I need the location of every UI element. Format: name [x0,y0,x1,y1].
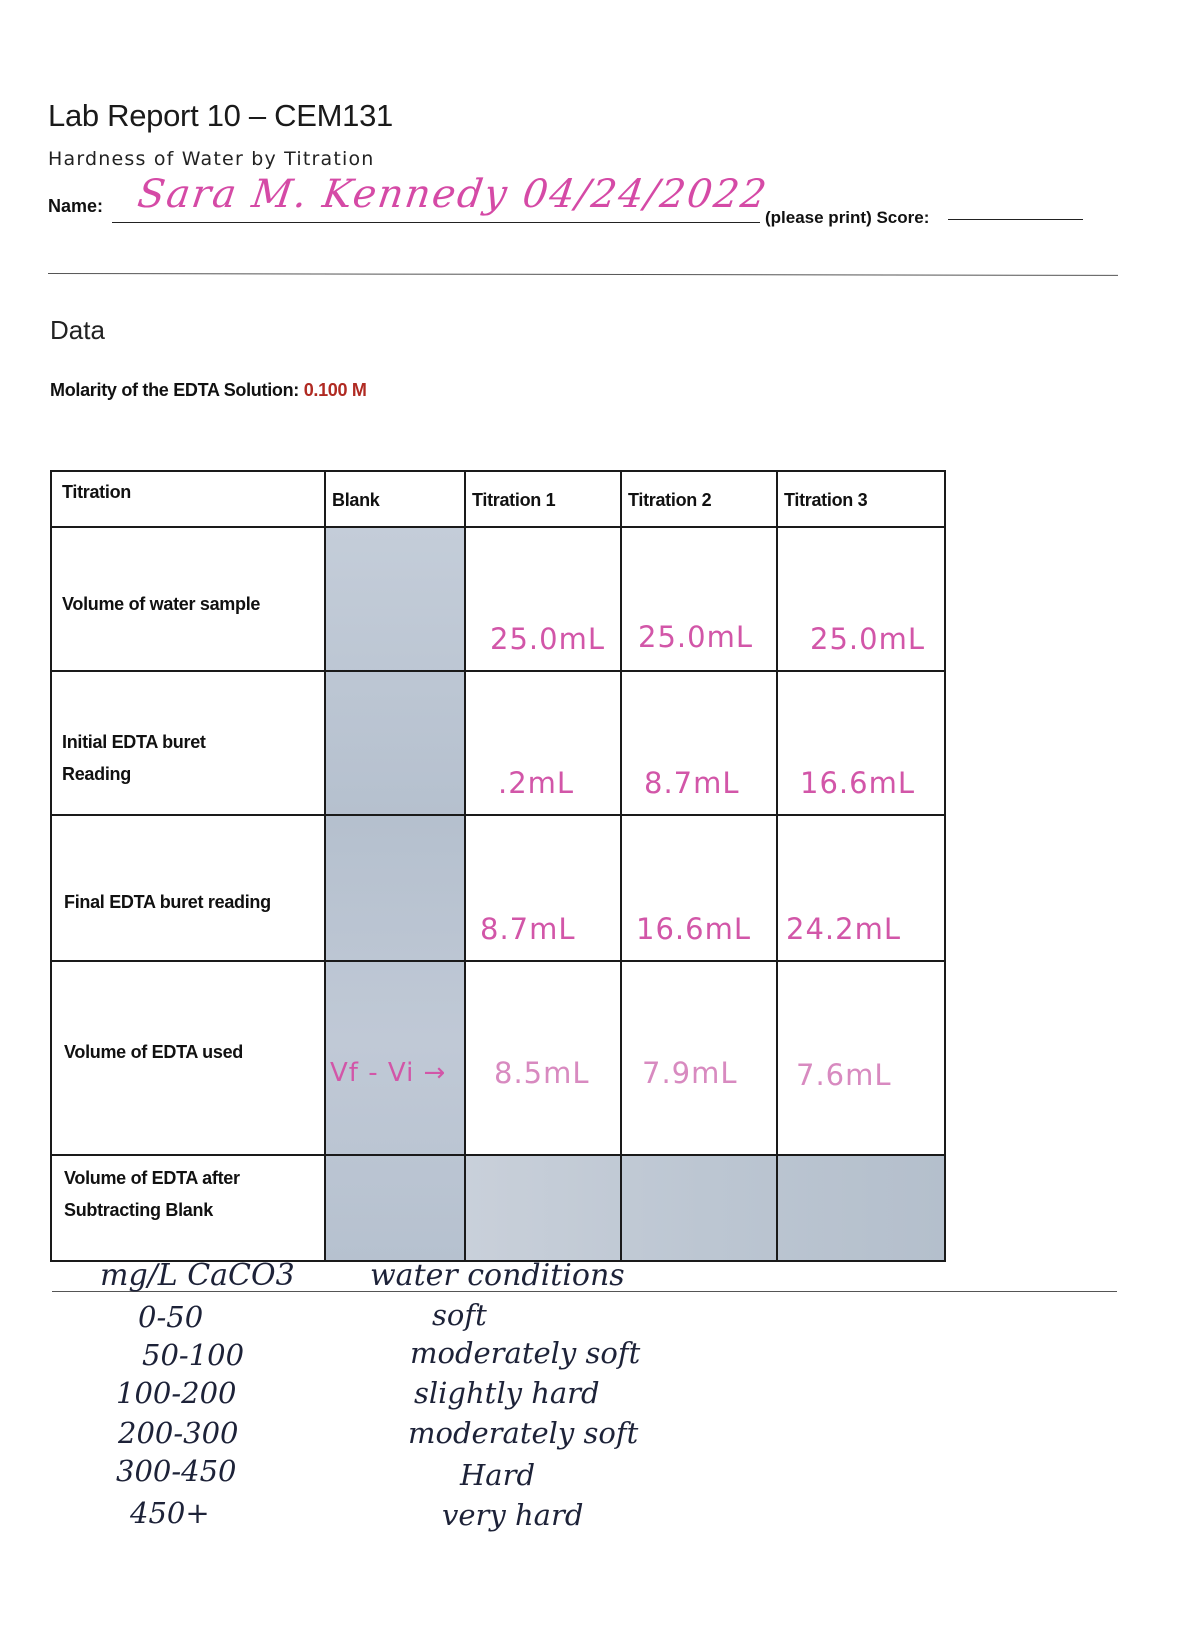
condition-item: soft [432,1298,487,1332]
table-rule [50,1154,946,1156]
row-label-initial-reading: Initial EDTA buret [62,732,206,752]
score-underline [948,219,1083,220]
cell-t2-water-volume: 25.0mL [638,620,753,654]
condition-item: Hard [460,1458,536,1492]
cell-t3-edta-used: 7.6mL [796,1058,892,1092]
header-titration-2: Titration 2 [628,490,712,510]
table-border-left [50,470,52,1262]
condition-item: very hard [442,1498,584,1532]
titration-table [50,470,946,1262]
cell-t2-final-reading: 16.6mL [636,912,751,946]
table-border-right [944,470,946,1262]
name-underline [112,222,760,223]
row-label-edta-after-blank-2: Subtracting Blank [64,1200,213,1220]
blank-column-shading [325,526,465,1262]
cell-t1-final-reading: 8.7mL [480,912,576,946]
cell-t2-initial-reading: 8.7mL [644,766,740,800]
range-item: 300-450 [116,1454,237,1488]
report-title: Lab Report 10 – CEM131 [48,98,393,133]
header-divider [48,273,1118,276]
row-label-final-reading: Final EDTA buret reading [64,892,271,912]
range-item: 450+ [130,1496,210,1530]
header-titration: Titration [62,482,131,502]
cell-t3-final-reading: 24.2mL [786,912,901,946]
cell-t1-water-volume: 25.0mL [490,622,605,656]
cell-t2-edta-used: 7.9mL [642,1056,738,1090]
condition-item: moderately soft [408,1416,639,1450]
range-item: 100-200 [116,1376,237,1410]
condition-item: slightly hard [414,1376,600,1410]
condition-item: moderately soft [410,1336,641,1370]
table-col-rule [620,470,622,1262]
cell-t3-initial-reading: 16.6mL [800,766,915,800]
row-label-edta-used: Volume of EDTA used [64,1042,243,1062]
table-col-rule [324,470,326,1262]
header-titration-1: Titration 1 [472,490,556,510]
molarity-value: 0.100 M [303,380,367,400]
data-heading: Data [50,315,105,345]
range-item: 50-100 [142,1338,245,1372]
molarity-line [50,380,367,401]
header-titration-3: Titration 3 [784,490,868,510]
notes-col1-header: mg/L CaCO3 [100,1258,295,1293]
table-rule [50,670,946,672]
table-col-rule [464,470,466,1262]
cell-t3-water-volume: 25.0mL [810,622,925,656]
header-blank: Blank [332,490,380,510]
molarity-label: Molarity of the EDTA Solution: [50,380,299,400]
table-rule [50,960,946,962]
range-item: 200-300 [118,1416,239,1450]
notes-col2-header: water conditions [370,1258,625,1293]
table-col-rule [776,470,778,1262]
row-label-edta-after-blank: Volume of EDTA after [64,1168,240,1188]
row-label-water-volume: Volume of water sample [62,594,261,614]
last-row-shading [465,1154,946,1262]
table-rule [50,526,946,528]
table-border-top [50,470,946,472]
cell-t1-initial-reading: .2mL [498,766,575,800]
cell-blank-edta-used: Vf - Vi → [330,1058,447,1088]
cell-t1-edta-used: 8.5mL [494,1056,590,1090]
table-rule [50,814,946,816]
handwritten-name-date: Sara M. Kennedy 04/24/2022 [134,172,771,217]
name-label: Name: [48,196,104,216]
print-score-label: (please print) Score: [765,208,930,227]
row-label-initial-reading-2: Reading [62,764,131,784]
report-subtitle: Hardness of Water by Titration [48,148,375,170]
range-item: 0-50 [138,1300,204,1334]
